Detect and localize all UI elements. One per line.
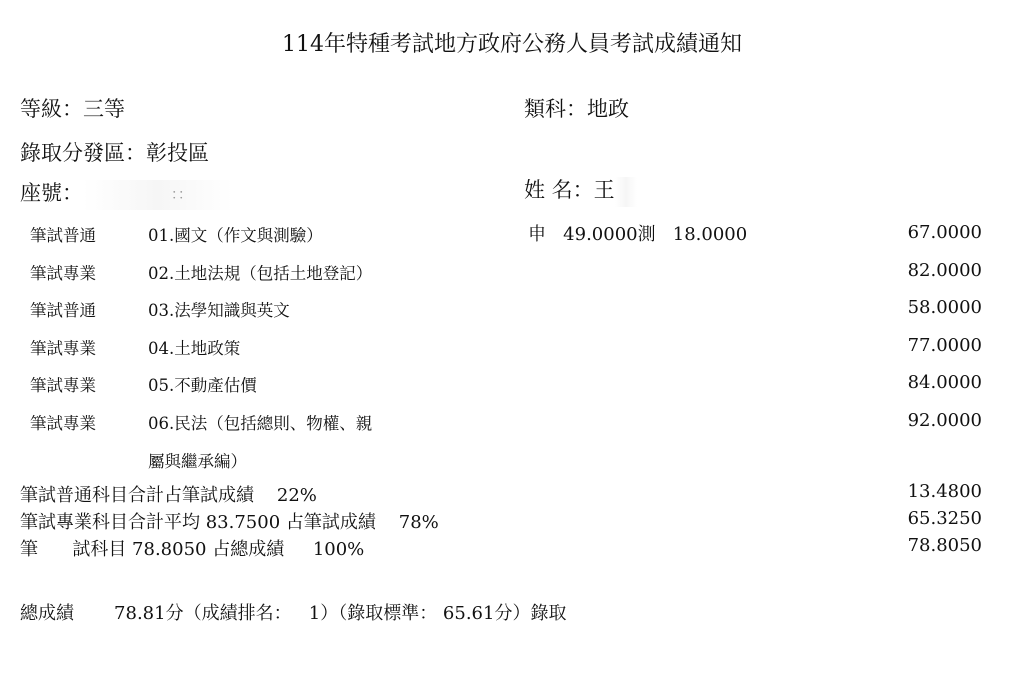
subject-row: [0, 335, 1024, 365]
summary-general-label: 筆試普通科目合計占筆試成績 22%: [20, 485, 317, 506]
redacted-name: [615, 177, 637, 207]
subject-score: 67.0000: [907, 222, 982, 243]
subject-row: [0, 372, 1024, 402]
subject-subscores: 申 49.0000測 18.0000: [528, 224, 748, 245]
subject-row: [0, 260, 1024, 290]
grade-label: 等級：三等: [20, 97, 125, 121]
subject-row: [0, 222, 1024, 252]
subject-name: 06.民法（包括總則、物權、親: [148, 414, 373, 433]
category-label: 類科：地政: [524, 97, 629, 121]
subject-score: 92.0000: [907, 410, 982, 431]
subject-category: 筆試專業: [30, 264, 96, 283]
summary-professional-label: 筆試專業科目合計平均 83.7500 占筆試成績 78%: [20, 512, 439, 533]
subject-row: [0, 410, 1024, 440]
redacted-seat-number: [83, 180, 233, 210]
subject-name-wrap: 屬與繼承編）: [148, 452, 247, 471]
seat-number: [20, 177, 233, 210]
subject-row: [0, 297, 1024, 327]
subject-category: 筆試專業: [30, 414, 96, 433]
summary-general-value: 13.4800: [907, 481, 982, 502]
subject-row-continuation: [0, 448, 1024, 478]
seat-label: 座號：: [20, 181, 83, 205]
subject-score: 82.0000: [907, 260, 982, 281]
name-field: [524, 174, 637, 207]
subject-score: 58.0000: [907, 297, 982, 318]
subject-category: 筆試專業: [30, 376, 96, 395]
subject-name: 05.不動產估價: [148, 376, 257, 395]
district-label: 錄取分發區：彰投區: [20, 141, 209, 165]
name-label: 姓 名：王: [524, 178, 615, 202]
subject-category: 筆試普通: [30, 226, 96, 245]
summary-professional-value: 65.3250: [907, 508, 982, 529]
subject-category: 筆試專業: [30, 339, 96, 358]
summary-written-value: 78.8050: [907, 535, 982, 556]
summary-written-label: 筆 試科目 78.8050 占總成績 100%: [20, 539, 365, 560]
subject-name: 01.國文（作文與測驗）: [148, 226, 323, 245]
subject-name: 03.法學知識與英文: [148, 301, 290, 320]
subject-score: 77.0000: [907, 335, 982, 356]
page-title: 114年特種考試地方政府公務人員考試成績通知: [282, 32, 742, 57]
subject-name: 02.土地法規（包括土地登記）: [148, 264, 373, 283]
subject-name: 04.土地政策: [148, 339, 241, 358]
subject-score: 84.0000: [907, 372, 982, 393]
seat-partial: ：：: [171, 186, 192, 203]
total-score-line: 總成績 78.81分（成績排名： 1）（錄取標準： 65.61分）錄取: [20, 603, 567, 624]
subject-category: 筆試普通: [30, 301, 96, 320]
